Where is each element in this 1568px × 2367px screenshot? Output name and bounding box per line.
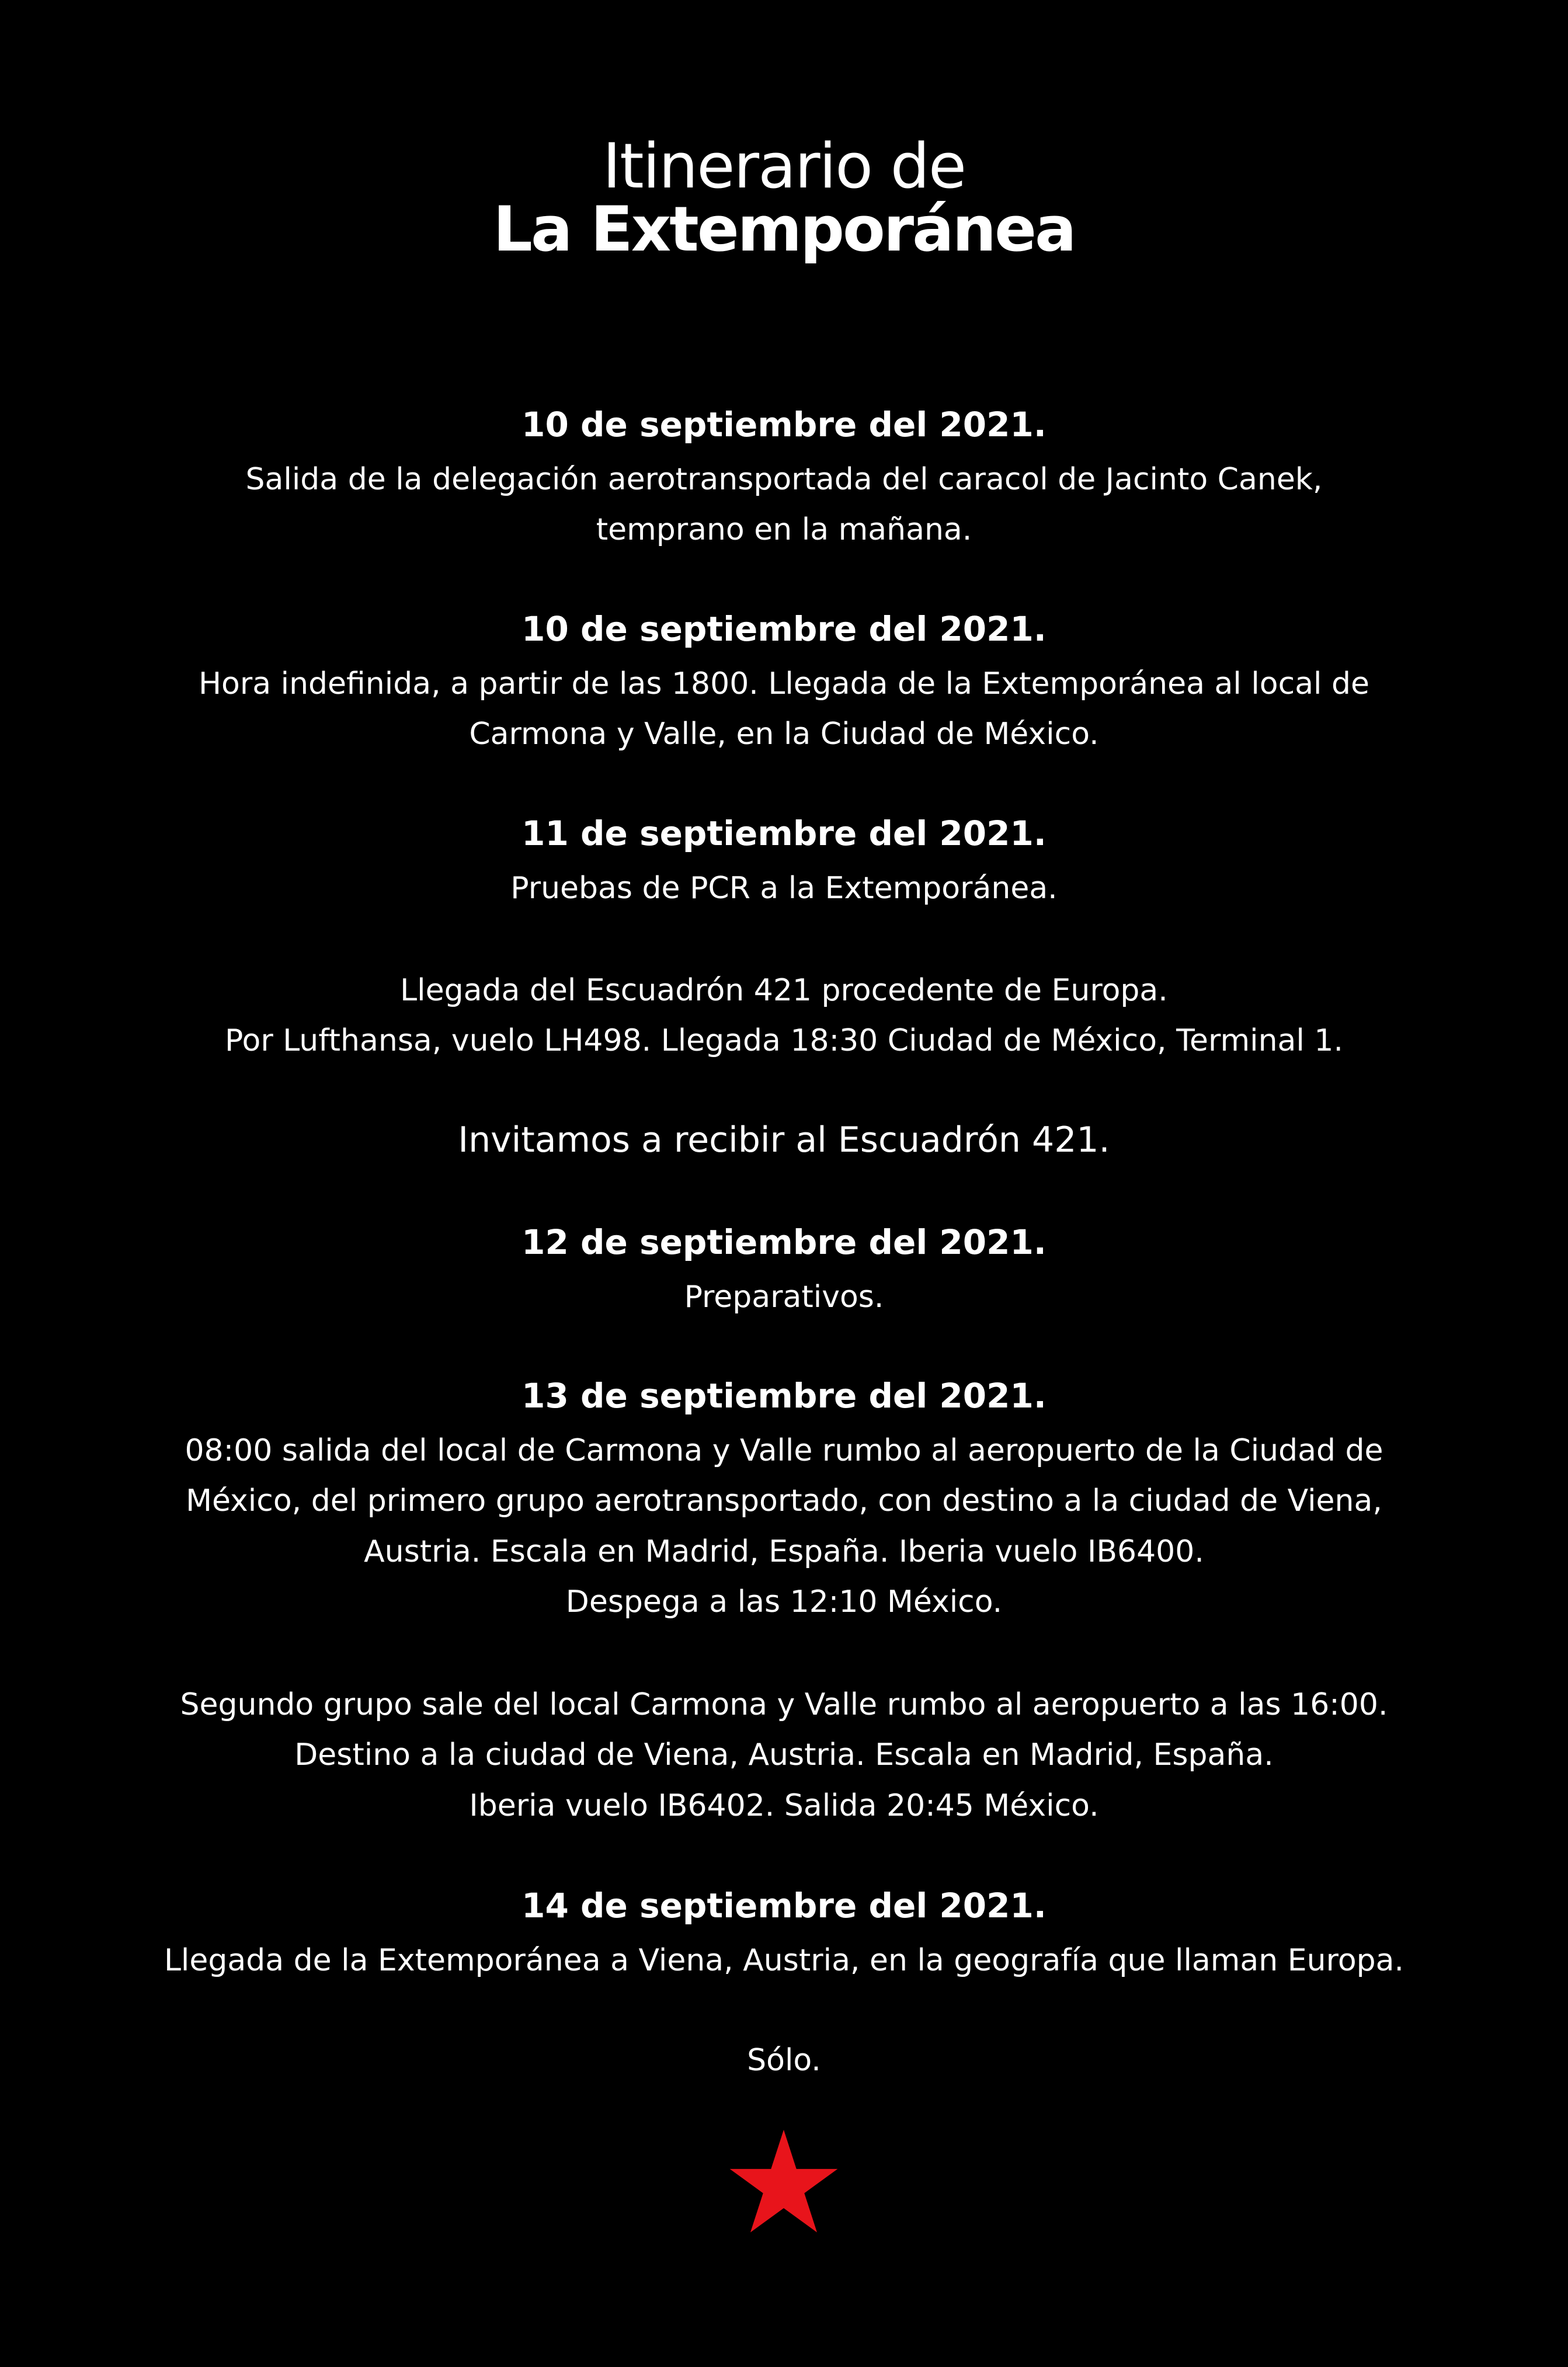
- entry-text: Por Lufthansa, vuelo LH498. Llegada 18:30 Ciudad de México, Terminal 1.: [225, 1023, 1343, 1058]
- closing-text: Sólo.: [747, 2043, 821, 2078]
- date-heading-sep10-second: 10 de septiembre del 2021.: [521, 609, 1047, 649]
- title-line-1: Itinerario de: [602, 130, 966, 202]
- date-heading-sep13: 13 de septiembre del 2021.: [521, 1376, 1047, 1416]
- red-star-icon: [727, 2126, 840, 2237]
- entry-text: Pruebas de PCR a la Extemporánea.: [510, 871, 1058, 906]
- date-heading-sep12: 12 de septiembre del 2021.: [521, 1222, 1047, 1262]
- page-title: [0, 130, 1568, 265]
- entry-text: Carmona y Valle, en la Ciudad de México.: [469, 717, 1099, 752]
- entry-text: México, del primero grupo aerotransportado, con destino a la ciudad de Viena,: [186, 1483, 1382, 1518]
- entry-text: Llegada del Escuadrón 421 procedente de Europa.: [400, 973, 1168, 1008]
- entry-text: Hora indefinida, a partir de las 1800. Llegada de la Extemporánea al local de: [198, 666, 1370, 701]
- invitation-text: Invitamos a recibir al Escuadrón 421.: [458, 1120, 1110, 1160]
- entry-text: Austria. Escala en Madrid, España. Iberia vuelo IB6400.: [364, 1534, 1204, 1569]
- entry-text: Llegada de la Extemporánea a Viena, Austria, en la geografía que llaman Europa.: [164, 1943, 1404, 1978]
- title-line-2: La Extemporánea: [493, 193, 1075, 265]
- entry-text: Segundo grupo sale del local Carmona y Valle rumbo al aeropuerto a las 16:00.: [180, 1687, 1388, 1722]
- entry-text: Destino a la ciudad de Viena, Austria. Escala en Madrid, España.: [294, 1737, 1274, 1772]
- entry-text: Despega a las 12:10 México.: [565, 1584, 1003, 1619]
- date-heading-sep10-first: 10 de septiembre del 2021.: [521, 405, 1047, 444]
- entry-text: Preparativos.: [684, 1280, 884, 1315]
- entry-text: Salida de la delegación aerotransportada del caracol de Jacinto Canek,: [245, 462, 1323, 497]
- entry-text: 08:00 salida del local de Carmona y Valle rumbo al aeropuerto de la Ciudad de: [185, 1433, 1383, 1468]
- entry-text: Iberia vuelo IB6402. Salida 20:45 México.: [469, 1788, 1099, 1823]
- date-heading-sep11: 11 de septiembre del 2021.: [521, 814, 1047, 853]
- date-heading-sep14: 14 de septiembre del 2021.: [521, 1886, 1047, 1925]
- entry-text: temprano en la mañana.: [596, 512, 972, 547]
